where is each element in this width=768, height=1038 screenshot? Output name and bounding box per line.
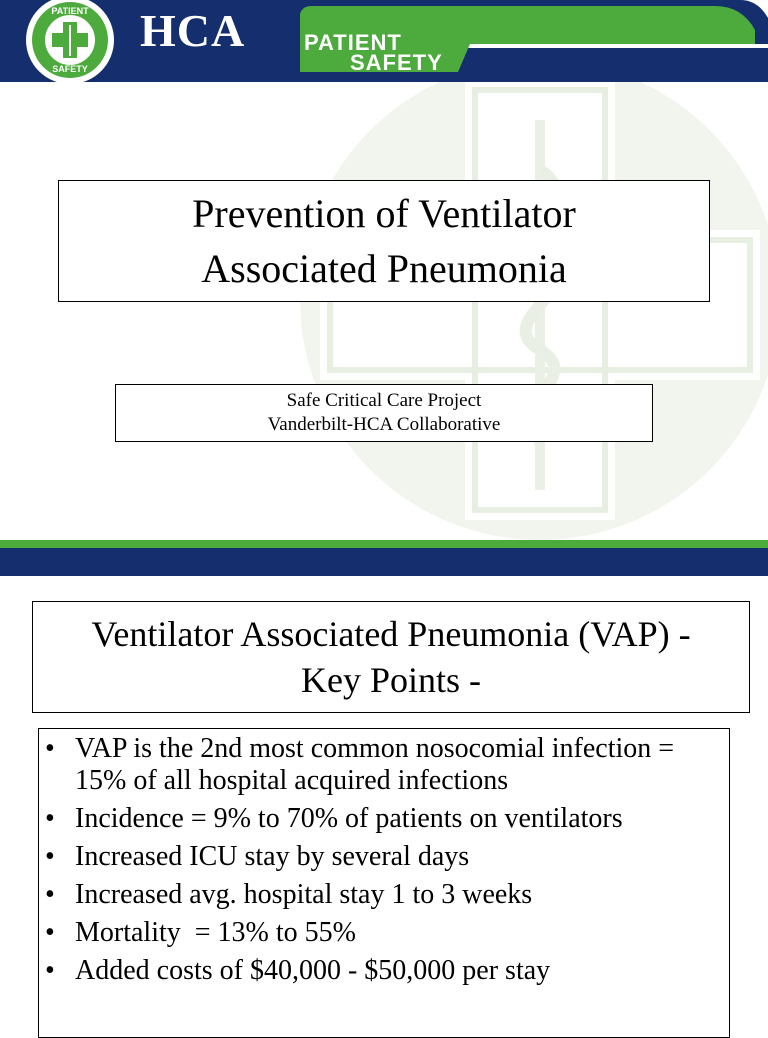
subtitle-line-1: Safe Critical Care Project: [286, 390, 482, 411]
bullet-icon: •: [45, 879, 55, 910]
subtitle-line-2: Vanderbilt-HCA Collaborative: [267, 414, 501, 435]
bullet-icon: •: [45, 955, 55, 986]
brand-name: HCA: [140, 5, 246, 56]
list-item-text: Mortality = 13% to 55%: [75, 917, 356, 948]
bullet-icon: •: [45, 733, 55, 764]
bullet-icon: •: [45, 841, 55, 872]
list-item-text: Added costs of $40,000 - $50,000 per stay: [75, 955, 551, 986]
list-item: [45, 879, 729, 911]
list-item-text: Incidence = 9% to 70% of patients on ventilators: [75, 803, 623, 834]
list-item: [45, 955, 729, 987]
key-points-title-line-2: Key Points -: [301, 660, 481, 700]
key-points-list: [39, 729, 729, 987]
list-item-text: VAP is the 2nd most common nosocomial infection = 15% of all hospital acquired infections: [75, 733, 675, 796]
list-item: [45, 841, 729, 873]
title-line-1: Prevention of Ventilator: [192, 191, 576, 236]
tagline-patient: PATIENT: [304, 30, 402, 55]
key-points-title-box: [32, 601, 750, 713]
list-item-text: Increased ICU stay by several days: [75, 841, 470, 872]
bullet-icon: •: [45, 917, 55, 948]
footer-navy-band: [0, 548, 768, 576]
bullet-icon: •: [45, 803, 55, 834]
list-item: [45, 733, 729, 797]
logo-ring-top-text: PATIENT: [51, 6, 89, 16]
key-points-title-line-1: Ventilator Associated Pneumonia (VAP) -: [91, 614, 691, 654]
subtitle-box: [115, 384, 653, 442]
footer-green-stripe: [0, 540, 768, 548]
tagline-safety: SAFETY: [350, 50, 443, 75]
key-points-list-box: [38, 728, 730, 1038]
title-line-2: Associated Pneumonia: [201, 246, 567, 291]
slide-title-box: [58, 180, 710, 302]
key-points-slide: [0, 576, 768, 1024]
list-item: [45, 803, 729, 835]
logo-ring-bottom-text: SAFETY: [52, 64, 88, 74]
list-item: [45, 917, 729, 949]
list-item-text: Increased avg. hospital stay 1 to 3 weeks: [75, 879, 533, 910]
